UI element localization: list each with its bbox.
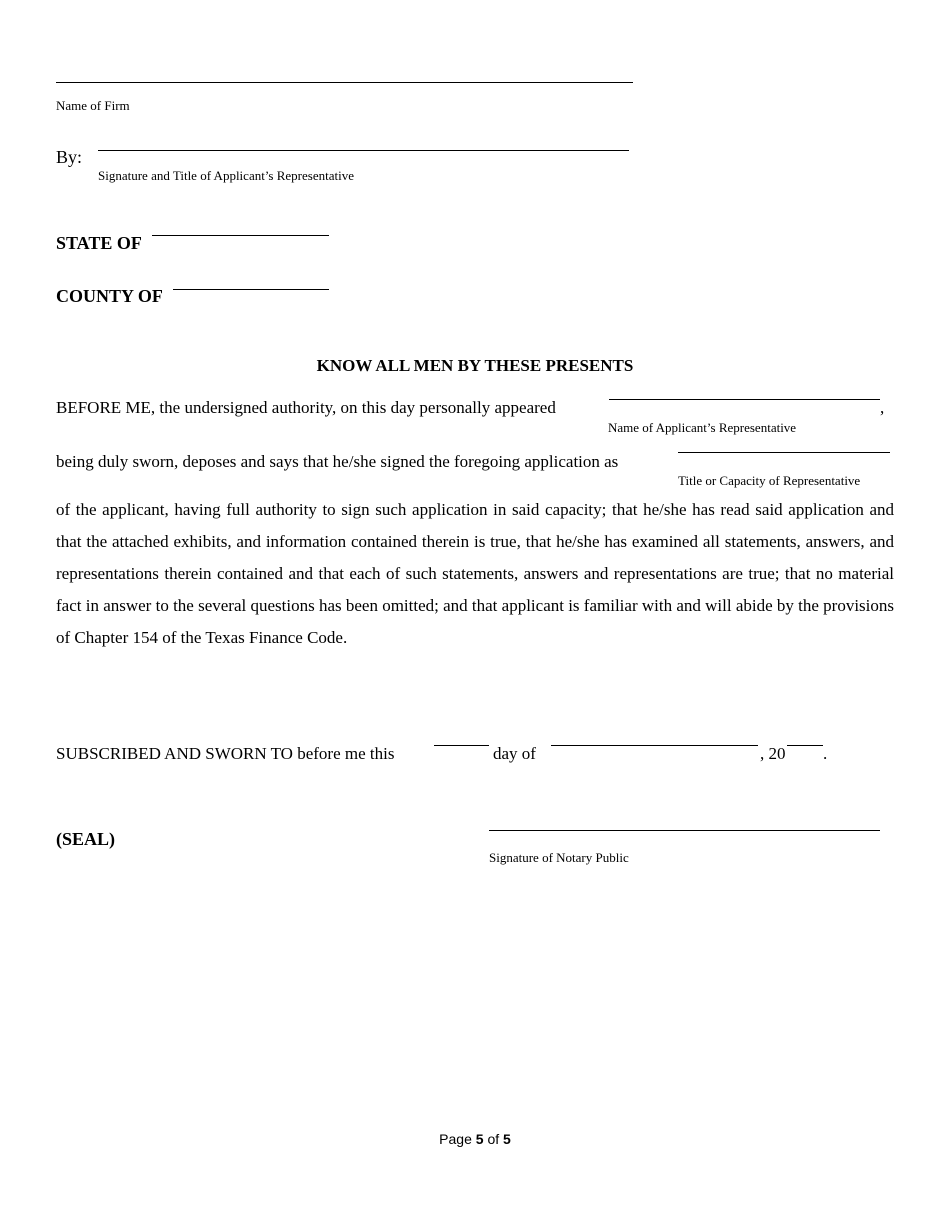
- firm-name-caption: Name of Firm: [56, 98, 130, 113]
- representative-title-caption: Title or Capacity of Representative: [678, 473, 861, 488]
- page-footer: [0, 1131, 950, 1147]
- affidavit-paragraph: of the applicant, having full authority to sign such application in said capacity; that he/she has read said application and that the attached exhibits, and information contained therein is true, that he/she has examined all statements, answers, and representations therein contained and that each of such statements, answers and representations are true; that no material fact in answer to the several questions has been omitted; and that applicant is familiar with and will abide by the provisions of Chapter 154 of the Texas Finance Code.: [56, 500, 894, 647]
- state-blank[interactable]: [152, 235, 329, 236]
- sworn-text: being duly sworn, deposes and says that he/she signed the foregoing application as: [56, 452, 619, 471]
- representative-signature-caption: Signature and Title of Applicant’s Representative: [98, 168, 354, 183]
- day-blank[interactable]: [434, 745, 489, 746]
- month-blank[interactable]: [551, 745, 758, 746]
- state-label: STATE OF: [56, 233, 142, 253]
- subscribed-period: .: [823, 744, 828, 763]
- representative-signature-line[interactable]: [98, 150, 629, 151]
- year-blank[interactable]: [787, 745, 823, 746]
- county-blank[interactable]: [173, 289, 329, 290]
- appeared-text: BEFORE ME, the undersigned authority, on this day personally appeared: [56, 398, 556, 417]
- representative-name-caption: Name of Applicant’s Representative: [608, 420, 797, 435]
- county-label: COUNTY OF: [56, 286, 163, 306]
- representative-name-blank[interactable]: [609, 399, 880, 400]
- notary-signature-caption: Signature of Notary Public: [489, 850, 629, 865]
- appeared-comma: ,: [880, 398, 885, 417]
- by-label: By:: [56, 147, 83, 167]
- of-word: of: [487, 1131, 500, 1147]
- total-page-count: 5: [503, 1131, 511, 1147]
- page-word: Page: [439, 1131, 472, 1147]
- representative-title-blank[interactable]: [678, 452, 890, 453]
- notary-signature-line[interactable]: [489, 830, 880, 831]
- day-of-text: day of: [493, 744, 536, 763]
- seal-label: (SEAL): [56, 829, 116, 849]
- current-page-number: 5: [475, 1131, 484, 1147]
- document-heading: KNOW ALL MEN BY THESE PRESENTS: [316, 356, 634, 375]
- subscribed-text: SUBSCRIBED AND SWORN TO before me this: [56, 744, 395, 763]
- firm-name-line[interactable]: [56, 82, 633, 83]
- year-prefix-text: , 20: [760, 744, 786, 763]
